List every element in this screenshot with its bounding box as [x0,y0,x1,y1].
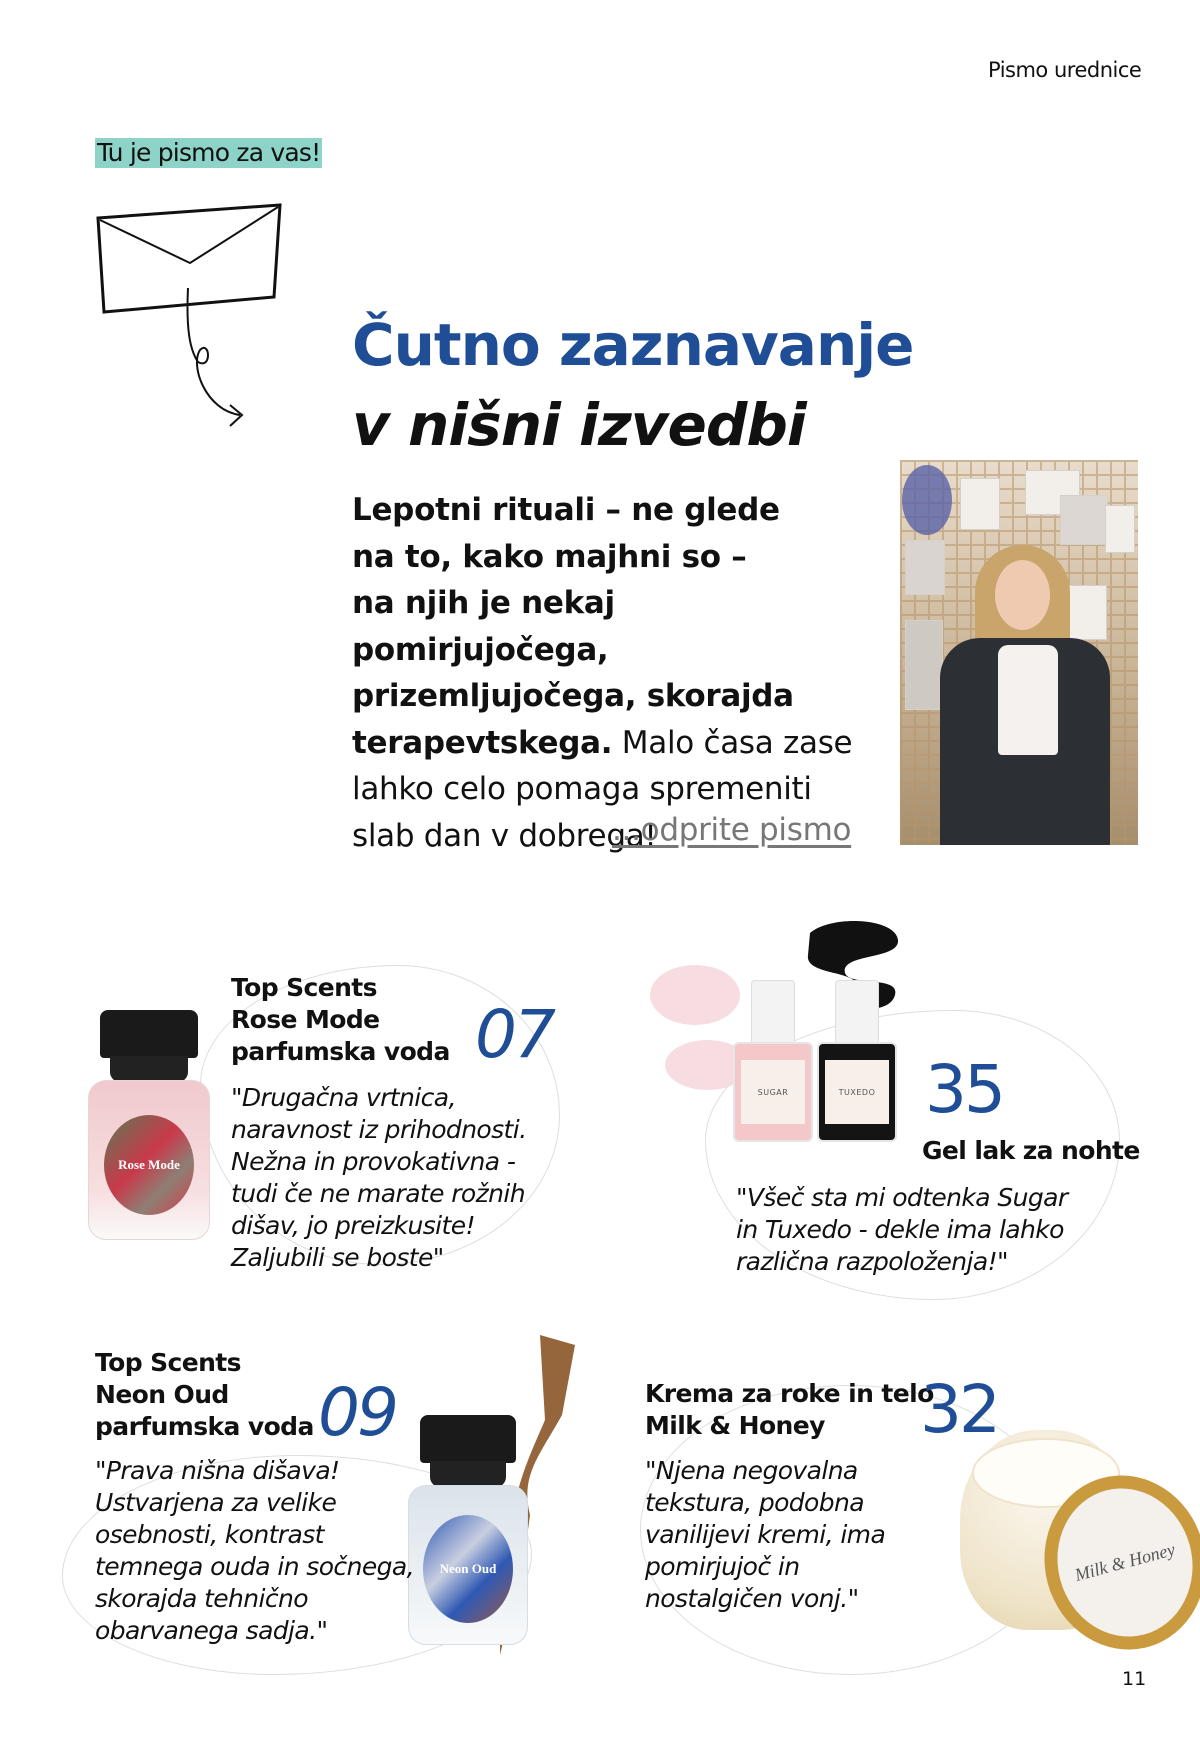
page-reference: 35 [925,1051,1003,1128]
rose-mode-bottle [88,1010,210,1240]
product-title-rose-mode: Top Scents Rose Mode parfumska voda [231,973,450,1066]
section-label: Pismo urednice [988,58,1142,82]
nail-polish-tuxedo: TUXEDO [817,980,897,1160]
pink-polish-splash [650,965,740,1025]
product-quote-gel-polish: "Všeč sta mi odtenka Sugar in Tuxedo - dekle ima lahko različna razpoloženja!" [736,1183,1068,1276]
neon-oud-bottle [408,1415,528,1645]
bottle-label: Neon Oud [423,1515,513,1623]
nail-polish-sugar: SUGAR [733,980,813,1160]
editor-photo [900,460,1138,845]
milk-honey-jar: Milk & Honey [950,1420,1200,1660]
tagline-highlight: Tu je pismo za vas! [97,138,321,167]
product-quote-milk-honey: "Njena negovalna tekstura, podobna vanilijevi kremi, ima pomirjujoč in nostalgičen vonj." [645,1456,886,1613]
product-title-neon-oud: Top Scents Neon Oud parfumska voda [95,1348,314,1441]
open-letter-link[interactable]: ...odprite pismo [612,812,852,848]
product-quote-neon-oud: "Prava nišna dišava! Ustvarjena za velike osebnosti, kontrast temnega ouda in sočnega, skorajda tehnično obarvanega sadja." [95,1456,414,1645]
article-subtitle: v nišni izvedbi [352,391,806,459]
product-quote-rose-mode: "Drugačna vrtnica, naravnost iz prihodnosti. Nežna in provokativna - tudi če ne marate rožnih dišav, jo preizkusite! Zaljubili se boste" [231,1083,527,1272]
bottle-label: Rose Mode [104,1115,194,1215]
page-reference: 07 [475,996,553,1073]
envelope-icon [90,200,290,440]
product-title-gel-polish: Gel lak za nohte [922,1136,1140,1165]
page-reference: 32 [920,1371,998,1448]
page-reference: 09 [318,1374,396,1451]
product-title-milk-honey: Krema za roke in telo Milk & Honey [645,1379,934,1440]
article-title: Čutno zaznavanje [352,311,914,379]
article-intro: Lepotni rituali – ne glede na to, kako majhni so – na njih je nekaj pomirjujočega, prizemljujočega, skorajda terapevtskega. Malo časa zase lahko celo pomaga spremeniti slab dan v dobrega! [352,492,853,854]
page-number: 11 [1122,1668,1147,1690]
